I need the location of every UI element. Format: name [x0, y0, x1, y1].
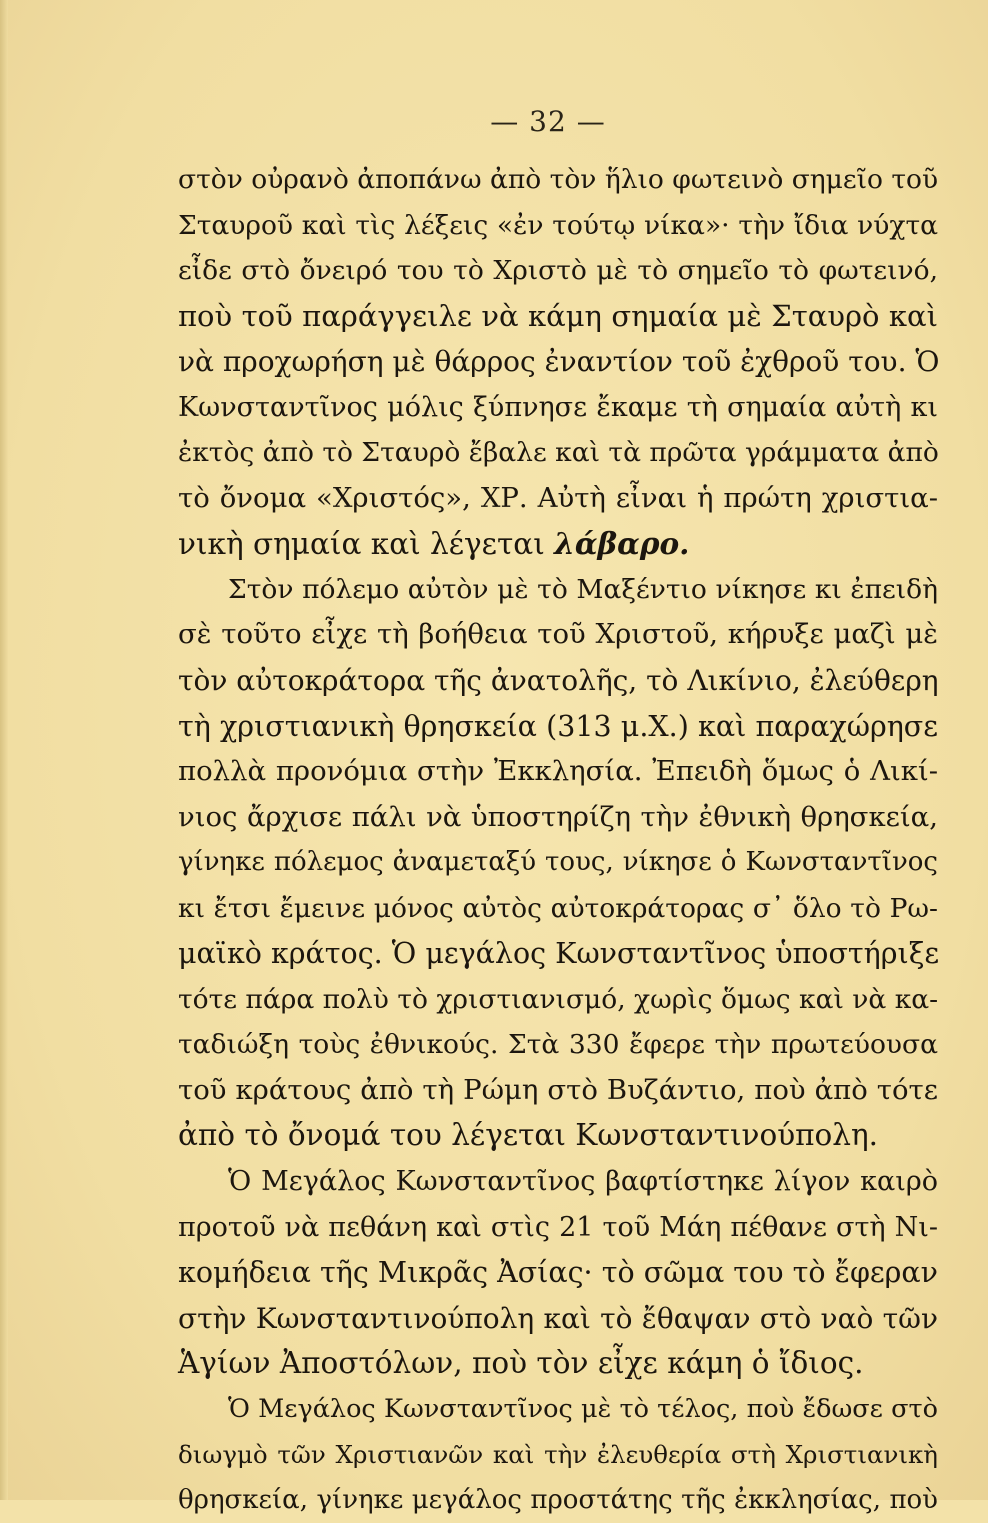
text-line: τὸν αὐτοκράτορα τῆς ἀνατολῆς, τὸ Λικίνιο, ἐλεύθερη: [178, 664, 939, 698]
text-line: θρησκεία, γίνηκε μεγάλος προστάτης τῆς ἐκκλησίας, ποὺ: [178, 1484, 938, 1515]
text-line: εἶδε στὸ ὄνειρό του τὸ Χριστὸ μὲ τὸ σημεῖο τὸ φωτεινό,: [178, 255, 938, 287]
text-line: διωγμὸ τῶν Χριστιανῶν καὶ τὴν ἐλευθερία στὴ Χριστιανικὴ: [178, 1440, 938, 1470]
text-line: σὲ τοῦτο εἶχε τὴ βοήθεια τοῦ Χριστοῦ, κήρυξε μαζὶ μὲ: [178, 618, 938, 651]
text-line: κι ἔτσι ἔμεινε μόνος αὐτὸς αὐτοκράτορας σ᾿ ὅλο τὸ Ρω-: [178, 892, 938, 924]
text-line: [178, 521, 938, 567]
text-line: ἐκτὸς ἀπὸ τὸ Σταυρὸ ἔβαλε καὶ τὰ πρῶτα γράμματα ἀπὸ: [178, 437, 939, 469]
page-left-edge: [0, 0, 8, 1500]
text-line: νιος ἄρχισε πάλι νὰ ὑποστηρίζη τὴν ἐθνικὴ θρησκεία,: [178, 800, 938, 833]
text-line: στὴν Κωνσταντινούπολη καὶ τὸ ἔθαψαν στὸ ναὸ τῶν: [178, 1301, 938, 1335]
text-line: ποὺ τοῦ παράγγειλε νὰ κάμη σημαία μὲ Σταυρὸ καὶ: [178, 298, 938, 333]
text-line: Ὁ Μεγάλος Κωνσταντῖνος βαφτίστηκε λίγον καιρὸ: [228, 1166, 938, 1198]
text-line: πολλὰ προνόμια στὴν Ἐκκλησία. Ἐπειδὴ ὅμως ὁ Λικί-: [178, 755, 938, 788]
page-number: — 32 —: [490, 105, 606, 138]
text-line: προτοῦ νὰ πεθάνη καὶ στὶς 21 τοῦ Μάη πέθανε στὴ Νι-: [178, 1211, 938, 1243]
text-line: Στὸν πόλεμο αὐτὸν μὲ τὸ Μαξέντιο νίκησε κι ἐπειδὴ: [228, 573, 938, 605]
text-line: τὴ χριστιανικὴ θρησκεία (313 μ.Χ.) καὶ παραχώρησε: [178, 709, 938, 743]
text-line: Κωνσταντῖνος μόλις ξύπνησε ἔκαμε τὴ σημαία αὐτὴ κι: [178, 391, 938, 423]
text-line: τότε πάρα πολὺ τὸ χριστιανισμό, χωρὶς ὅμως καὶ νὰ κα-: [178, 983, 939, 1015]
text-line: στὸν οὐρανὸ ἀποπάνω ἀπὸ τὸν ἥλιο φωτεινὸ σημεῖο τοῦ: [178, 164, 939, 195]
text-line: τοῦ κράτους ἀπὸ τὴ Ρώμη στὸ Βυζάντιο, ποὺ ἀπὸ τότε: [178, 1073, 938, 1106]
text-line: μαϊκὸ κράτος. Ὁ μεγάλος Κωνσταντῖνος ὑποστήριξε: [178, 937, 940, 971]
body-text: [178, 157, 938, 1523]
text-line-start: νικὴ σημαία καὶ λέγεται: [178, 527, 545, 562]
text-line: γίνηκε πόλεμος ἀναμεταξύ τους, νίκησε ὁ Κωνσταντῖνος: [178, 847, 938, 878]
text-line: ταδιώξη τοὺς ἐθνικούς. Στὰ 330 ἔφερε τὴν πρωτεύουσα: [178, 1029, 938, 1061]
text-line: Σταυροῦ καὶ τὶς λέξεις «ἐν τούτῳ νίκα»· τὴν ἴδια νύχτα: [178, 209, 938, 241]
text-line: κομήδεια τῆς Μικρᾶς Ἀσίας· τὸ σῶμα του τὸ ἔφεραν: [178, 1256, 938, 1290]
text-line: νὰ προχωρήση μὲ θάρρος ἐναντίον τοῦ ἐχθροῦ του. Ὁ: [178, 345, 940, 379]
labarum-term: λάβαρο.: [554, 526, 690, 562]
text-line: ἀπὸ τὸ ὄνομά του λέγεται Κωνσταντινούπολη.: [178, 1118, 879, 1153]
text-line: Ἁγίων Ἀποστόλων, ποὺ τὸν εἶχε κάμη ὁ ἴδιος.: [178, 1346, 864, 1381]
text-line: τὸ ὄνομα «Χριστός», ΧΡ. Αὐτὴ εἶναι ἡ πρώτη χριστια-: [178, 481, 938, 514]
text-line: Ὁ Μεγάλος Κωνσταντῖνος μὲ τὸ τέλος, ποὺ ἔδωσε στὸ: [228, 1393, 938, 1424]
